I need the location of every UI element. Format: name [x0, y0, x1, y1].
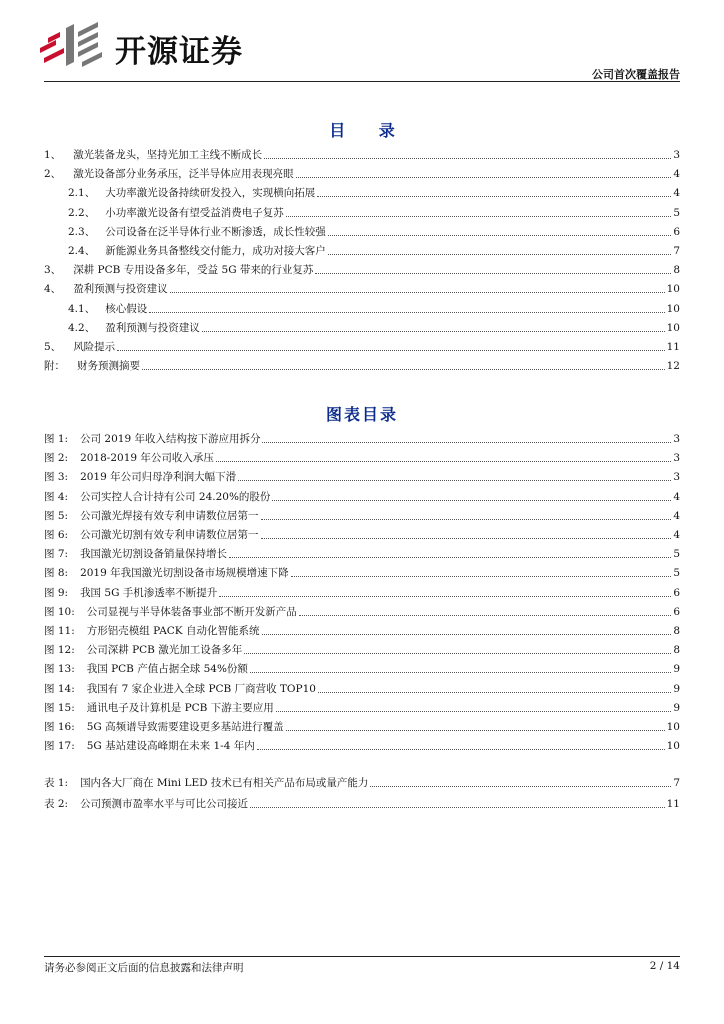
figure-label: 我国 PCB 产值占据全球 54%份额: [86, 663, 248, 676]
figure-label: 公司 2019 年收入结构按下游应用拆分: [80, 433, 261, 445]
figure-page: 6: [673, 586, 680, 599]
toc-label: 核心假设: [105, 302, 148, 315]
toc-label: 激光装备龙头，坚持光加工主线不断成长: [73, 149, 263, 161]
page-number: 2 / 14: [649, 960, 680, 972]
figure-label: 公司深耕 PCB 激光加工设备多年: [86, 644, 243, 657]
dot-leader: [250, 671, 671, 673]
toc-entry[interactable]: [68, 242, 680, 260]
toc-page: 12: [666, 360, 680, 373]
figure-label: 公司显视与半导体装备事业部不断开发新产品: [86, 605, 297, 618]
toc-entry[interactable]: [68, 184, 680, 202]
toc-title: 目 录: [329, 121, 409, 140]
dot-leader: [261, 518, 672, 520]
toc-page: 5: [673, 206, 680, 219]
figure-page: 4: [673, 509, 680, 522]
figure-number: 图 2:: [44, 452, 69, 465]
toc-number: 4.2、: [68, 321, 96, 334]
dot-leader: [318, 691, 671, 693]
figure-page: 3: [673, 452, 680, 465]
report-type: 公司首次覆盖报告: [592, 68, 680, 81]
dot-leader: [328, 253, 672, 255]
figure-number: 图 15:: [44, 701, 75, 714]
figure-page: 9: [673, 701, 680, 714]
figure-label: 5G 高频谱导致需要建设更多基站进行覆盖: [86, 721, 284, 733]
toc-number: 4、: [44, 283, 62, 296]
toc-entry[interactable]: [68, 204, 680, 222]
dot-leader: [286, 215, 672, 217]
toc-page: 6: [673, 225, 680, 238]
figure-entry[interactable]: [44, 430, 680, 448]
figure-label: 5G 基站建设高峰期在未来 1-4 年内: [86, 740, 255, 753]
dot-leader: [202, 330, 665, 332]
toc-page: 7: [673, 245, 680, 257]
toc-label: 激光设备部分业务承压，泛半导体应用表现亮眼: [73, 168, 294, 181]
figure-page: 4: [673, 529, 680, 541]
table-number: 表 2:: [44, 798, 69, 810]
figure-page: 8: [673, 644, 680, 657]
figure-entry[interactable]: [44, 718, 680, 736]
figure-label: 通讯电子及计算机是 PCB 下游主要应用: [86, 701, 274, 714]
figure-page: 5: [673, 548, 680, 561]
figure-label: 公司实控人合计持有公司 24.20%的股份: [80, 490, 271, 503]
dot-leader: [299, 614, 672, 616]
toc-number: 附：: [44, 360, 65, 373]
dot-leader: [149, 311, 664, 313]
toc-number: 2.2、: [68, 206, 96, 219]
figure-label: 公司激光焊接有效专利申请数位居第一: [80, 509, 259, 522]
figure-number: 图 14:: [44, 682, 75, 695]
figure-entry[interactable]: [44, 468, 680, 486]
dot-leader: [291, 575, 672, 577]
figure-entry[interactable]: [44, 641, 680, 659]
figure-entry[interactable]: [44, 737, 680, 755]
footer-divider: [44, 956, 680, 957]
company-name: 开源证券: [115, 34, 243, 70]
figure-number: 图 4:: [44, 490, 69, 503]
figure-label: 2018-2019 年公司收入承压: [80, 452, 214, 465]
dot-leader: [261, 537, 672, 539]
table-page: 7: [673, 777, 680, 789]
dot-leader: [370, 785, 671, 787]
figure-number: 图 13:: [44, 663, 75, 676]
figure-list-title: 图表目录: [325, 405, 398, 424]
figure-entry[interactable]: [44, 680, 680, 698]
toc-label: 风险提示: [73, 341, 116, 353]
toc-page: 4: [673, 187, 680, 200]
figure-page: 9: [673, 663, 680, 676]
figure-number: 图 5:: [44, 509, 69, 522]
figure-entry[interactable]: [44, 622, 680, 640]
dot-leader: [317, 195, 671, 197]
toc-entry[interactable]: [44, 261, 680, 279]
figure-number: 图 1:: [44, 433, 69, 445]
figure-entry[interactable]: [44, 526, 680, 544]
toc-number: 2.3、: [68, 225, 96, 238]
toc-label: 公司设备在泛半导体行业不断渗透，成长性较强: [105, 225, 326, 238]
table-number: 表 1:: [44, 777, 69, 789]
figure-page: 6: [673, 605, 680, 618]
toc-label: 盈利预测与投资建议: [105, 321, 200, 334]
toc-page: 10: [666, 302, 680, 315]
figure-entry[interactable]: [44, 449, 680, 467]
figure-number: 图 16:: [44, 721, 75, 733]
figure-entry[interactable]: [44, 545, 680, 563]
dot-leader: [262, 633, 672, 635]
figure-entry[interactable]: [44, 584, 680, 602]
toc-label: 深耕 PCB 专用设备多年，受益 5G 带来的行业复苏: [73, 264, 314, 277]
figure-page: 8: [673, 625, 680, 637]
figure-label: 我国 5G 手机渗透率不断提升: [80, 586, 218, 599]
toc-number: 1、: [44, 149, 62, 161]
header-divider: [44, 81, 680, 82]
dot-leader: [219, 595, 671, 597]
figure-page: 5: [673, 567, 680, 580]
toc-label: 盈利预测与投资建议: [73, 283, 168, 296]
dot-leader: [264, 157, 671, 159]
dot-leader: [257, 748, 665, 750]
dot-leader: [296, 176, 672, 178]
toc-entry[interactable]: [68, 319, 680, 337]
dot-leader: [276, 710, 672, 712]
table-entry[interactable]: [44, 774, 680, 792]
figure-page: 9: [673, 682, 680, 695]
figure-entry[interactable]: [44, 488, 680, 506]
toc-page: 10: [666, 283, 680, 296]
footer-disclaimer: 请务必参阅正文后面的信息披露和法律声明: [44, 962, 244, 974]
figure-page: 3: [673, 433, 680, 445]
dot-leader: [286, 729, 665, 731]
dot-leader: [170, 291, 665, 293]
toc-page: 3: [673, 149, 680, 161]
figure-label: 我国有 7 家企业进入全球 PCB 厂商营收 TOP10: [86, 682, 316, 695]
dot-leader: [244, 652, 671, 654]
toc-label: 大功率激光设备持续研发投入，实现横向拓展: [105, 187, 316, 200]
table-label: 国内各大厂商在 Mini LED 技术已有相关产品布局或量产能力: [80, 777, 369, 789]
figure-entry[interactable]: [44, 660, 680, 678]
figure-label: 我国激光切割设备销量保持增长: [80, 548, 228, 561]
toc-page: 10: [666, 321, 680, 334]
table-entry[interactable]: [44, 795, 680, 813]
figure-entry[interactable]: [44, 699, 680, 717]
figure-page: 4: [673, 490, 680, 503]
figure-entry[interactable]: [44, 507, 680, 525]
dot-leader: [328, 234, 672, 236]
figure-number: 图 8:: [44, 567, 69, 580]
toc-page: 4: [673, 168, 680, 181]
toc-number: 3、: [44, 264, 62, 277]
toc-entry[interactable]: [44, 165, 680, 183]
toc-number: 4.1、: [68, 302, 96, 315]
figure-label: 公司激光切割有效专利申请数位居第一: [80, 529, 259, 541]
toc-entry[interactable]: [68, 223, 680, 241]
figure-entry[interactable]: [44, 603, 680, 621]
dot-leader: [117, 349, 664, 351]
dot-leader: [229, 556, 671, 558]
figure-number: 图 9:: [44, 586, 69, 599]
toc-entry[interactable]: [68, 300, 680, 318]
figure-number: 图 10:: [44, 605, 75, 618]
toc-label: 财务预测摘要: [77, 360, 140, 373]
figure-number: 图 3:: [44, 471, 69, 484]
toc-number: 5、: [44, 341, 62, 353]
toc-entry[interactable]: [44, 357, 680, 375]
figure-number: 图 7:: [44, 548, 69, 561]
toc-entry[interactable]: [44, 146, 680, 164]
figure-number: 图 6:: [44, 529, 69, 541]
figure-label: 2019 年公司归母净利润大幅下滑: [80, 471, 237, 484]
figure-page: 10: [666, 721, 680, 733]
toc-entry[interactable]: [44, 338, 680, 356]
figure-entry[interactable]: [44, 564, 680, 582]
dot-leader: [250, 806, 665, 808]
table-page: 11: [666, 798, 680, 810]
toc-label: 新能源业务具备整线交付能力，成功对接大客户: [105, 245, 326, 257]
figure-page: 10: [666, 740, 680, 753]
toc-number: 2.4、: [68, 245, 96, 257]
dot-leader: [315, 272, 671, 274]
dot-leader: [272, 499, 671, 501]
figure-number: 图 11:: [44, 625, 75, 637]
dot-leader: [262, 441, 671, 443]
toc-page: 11: [666, 341, 680, 353]
page-header: [0, 0, 724, 82]
toc-number: 2、: [44, 168, 62, 181]
figure-label: 2019 年我国激光切割设备市场规模增速下降: [80, 567, 289, 580]
toc-number: 2.1、: [68, 187, 96, 200]
figure-number: 图 12:: [44, 644, 75, 657]
figure-label: 方形铝壳模组 PACK 自动化智能系统: [86, 625, 260, 637]
dot-leader: [238, 479, 671, 481]
figure-number: 图 17:: [44, 740, 75, 753]
dot-leader: [216, 460, 671, 462]
figure-page: 3: [673, 471, 680, 484]
toc-page: 8: [673, 264, 680, 277]
toc-entry[interactable]: [44, 280, 680, 298]
toc-label: 小功率激光设备有望受益消费电子复苏: [105, 206, 284, 219]
table-label: 公司预测市盈率水平与可比公司接近: [80, 798, 249, 810]
dot-leader: [142, 368, 665, 370]
